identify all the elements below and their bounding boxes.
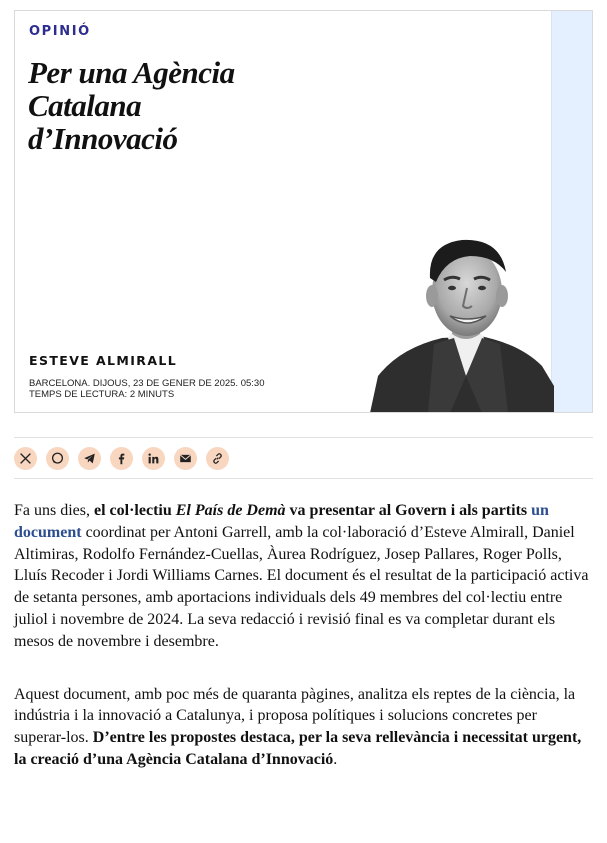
reading-time: TEMPS DE LECTURA: 2 MINUTS: [29, 389, 175, 400]
text-run: va presentar al Govern i als partits: [285, 502, 528, 519]
share-x-button[interactable]: [14, 447, 37, 470]
article-header: [14, 10, 593, 413]
text-run: Aquest document, amb poc més de quaranta pàgines, analitza els reptes de la ciència, la indústria i la innovació a Catalunya, i proposa polítiques i solucions concretes per superar-los.: [14, 685, 576, 747]
title-line: Catalana: [28, 88, 142, 123]
share-linkedin-button[interactable]: [142, 447, 165, 470]
title-line: d’Innovació: [28, 121, 178, 156]
whatsapp-icon: [51, 452, 64, 465]
bold-run: [94, 502, 527, 519]
article-title: [28, 56, 328, 155]
author-portrait: [370, 226, 554, 413]
article-paragraph: [14, 500, 589, 653]
document-link[interactable]: un document: [14, 502, 549, 541]
text-run: el col·lectiu: [94, 502, 176, 519]
author-name[interactable]: ESTEVE ALMIRALL: [29, 353, 178, 368]
telegram-icon: [83, 452, 96, 465]
x-icon: [19, 452, 32, 465]
text-run: .: [333, 750, 338, 768]
dateline: BARCELONA. DIJOUS, 23 DE GENER DE 2025. 05:30: [29, 378, 265, 389]
linkedin-icon: [147, 452, 160, 465]
article-paragraph: [14, 684, 589, 771]
text-run: Fa uns dies,: [14, 502, 94, 519]
accent-strip: [551, 11, 592, 412]
italic-run: El País de Demà: [175, 502, 286, 519]
share-whatsapp-button[interactable]: [46, 447, 69, 470]
share-bar: [14, 437, 593, 479]
email-icon: [179, 452, 192, 465]
article-body: [14, 500, 589, 771]
article-meta: [29, 378, 264, 400]
title-line: Per una Agència: [28, 55, 235, 90]
share-email-button[interactable]: [174, 447, 197, 470]
share-facebook-button[interactable]: [110, 447, 133, 470]
link-icon: [211, 452, 224, 465]
text-run: coordinat per Antoni Garrell, amb la col·laboració d’Esteve Almirall, Daniel Altimiras, Rodolfo Fernández-Cuellas, Àurea Rodríguez, Josep Pallares, Roger Polls, Lluís Recoder i Jordi Williams Carnes. El document és el resultat de la participació activa de setanta persones, amb aportacions individuals dels 49 membres del col·lectiu entre juliol i novembre de 2024. La seva redacció i revisió final es va completar durant els mesos de novembre i desembre.: [14, 523, 589, 650]
bold-run: D’entre les propostes destaca, per la seva rellevància i necessitat urgent, la creació d’una Agència Catalana d’Innovació: [14, 729, 582, 768]
share-telegram-button[interactable]: [78, 447, 101, 470]
copy-link-button[interactable]: [206, 447, 229, 470]
section-label[interactable]: OPINIÓ: [29, 24, 91, 39]
facebook-icon: [115, 452, 128, 465]
